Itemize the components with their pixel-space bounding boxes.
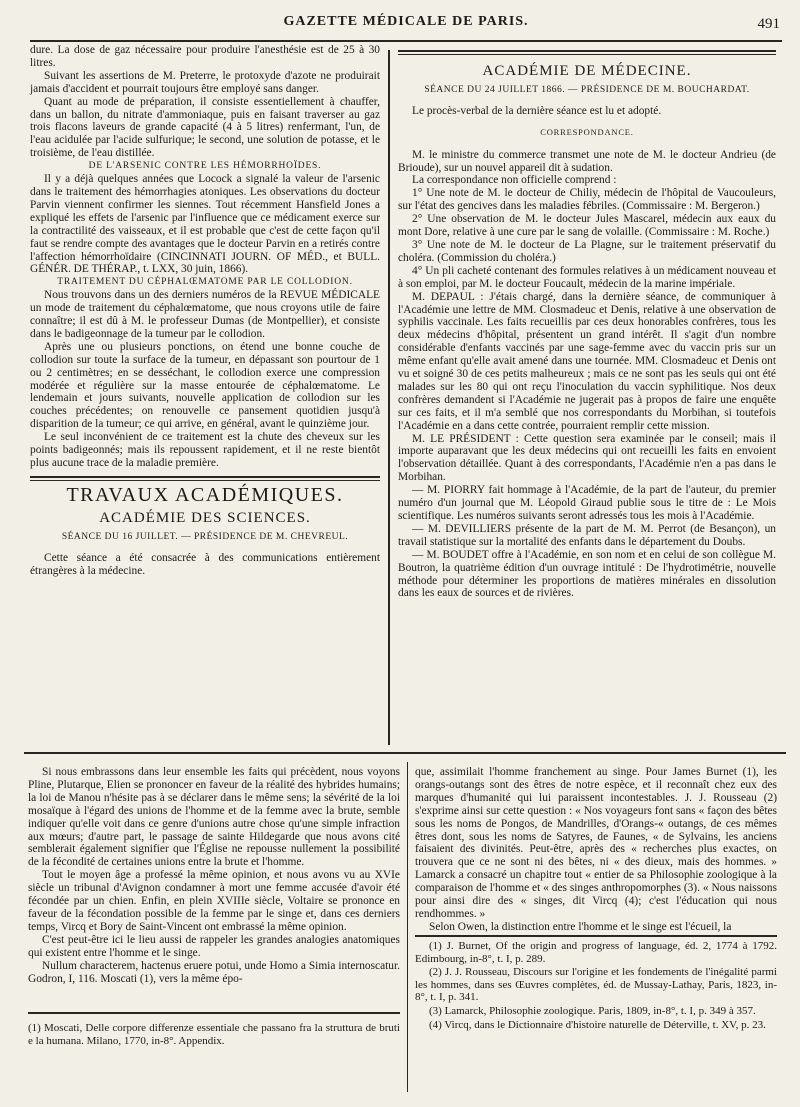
correspondance-heading: CORRESPONDANCE. — [540, 126, 634, 137]
paragraph: La correspondance non officielle comprend : — [412, 174, 617, 187]
paragraph: M. DEPAUL : J'étais chargé, dans la dernière séance, de communiquer à l'Académie une lettre de MM. Closmadeuc et Denis, relative à une observation de syphilis vaccinale. Les faits recueillis par ces deux honorables confrères, tous les deux médecins d'hôpital, présentent un grand intérêt. Il s'agit d'un nombre considérable d'enfants vaccinés par une sage-femme avec du vaccin pris sur un même enfant qu'elle avait amené dans une tournée. MM. Closmadeuc et Denis ont vu et soigné 30 de ces petits malheureux ; mais ce ne sont pas les seuls qui ont été malades sur les 80 qui ont reçu l'inoculation du vaccin syphilitique. Nos deux confrères demandent si l'Académie ne jugerait pas à propos de faire une enquête sur ces faits, et il m'a semblé que nos correspondants du Morbihan, si toutefois l'Académie en a dans cette contrée, pourraient remplir cette mission. — [398, 290, 776, 432]
footnote: (2) J. J. Rousseau, Discours sur l'origine et les fondements de l'inégalité parmi les hommes, dans ses Œuvres complètes, éd. de Mussay-Lathay, Paris, 1823, in-8°, t. I, p. 341. — [415, 966, 777, 1004]
academie-sciences-heading: ACADÉMIE DES SCIENCES. — [99, 509, 311, 526]
journal-title: GAZETTE MÉDICALE DE PARIS. — [283, 14, 529, 29]
bottom-column-divider — [407, 762, 408, 1092]
footnote: (3) Lamarck, Philosophie zoologique. Paris, 1809, in-8°, t. I, p. 349 à 357. — [429, 1004, 756, 1017]
paragraph: Quant au mode de préparation, il consiste essentiellement à chauffer, dans un ballon, du nitrate d'ammoniaque, puis en faisant traverser au gaz trois flacons laveurs de grande capacité (4 à 5 litres) renfermant, l'un, de l'eau acidulée par l'acide sulfurique; le second, une solution de potasse, et le troisième, de l'eau distillée. — [30, 95, 380, 160]
section-rule — [30, 476, 380, 481]
paragraph: Après une ou plusieurs ponctions, on étend une bonne couche de collodion sur toute la surface de la tumeur, en dépassant son pourtour de 1 ou 2 centimètres; en se desséchant, le collodion exerce une compression modérée et régulière sur la masse entourée de céphalœmatome. Le lendemain et jours suivants, nouvelle application de collodion sur les couches précédentes; on renouvelle ce pansement quotidien jusqu'à disparition de la tumeur; ce qui arrive, en général, avant le quinzième jour. — [30, 340, 380, 431]
paragraph: Nous trouvons dans un des derniers numéros de la REVUE MÉDICALE un mode de traitement du céphalœmatome, que nous croyons utile de faire connaître; il est dû à M. le professeur Dumas (de Montpellier), et consiste dans le badigeonnage de la tumeur par le collodion. — [30, 289, 380, 340]
running-header — [30, 14, 782, 36]
header-rule — [30, 40, 782, 42]
paragraph: 3° Une note de M. le docteur de La Plagne, sur le traitement préservatif du choléra. (Commission du choléra.) — [398, 238, 776, 264]
paragraph: — M. BOUDET offre à l'Académie, en son nom et en celui de son collègue M. Boutron, la quatrième édition d'un ouvrage intitulé : De l'hydrotimétrie, nouvelle méthode pour déterminer les proportions de matières minérales en dissolution dans les eaux de sources et de rivières. — [398, 548, 776, 600]
paragraph: dure. La dose de gaz nécessaire pour produire l'anesthésie est de 25 à 30 litres. — [30, 44, 380, 69]
arsenic-heading: DE L'ARSENIC CONTRE LES HÉMORRHOÏDES. — [88, 161, 322, 172]
footnote: (1) Moscati, Delle corpore differenze essentiale che passano fra la struttura de bruti e la humana. Milano, 1770, in-8°. Appendix. — [28, 1022, 400, 1047]
bottom-right-column — [415, 766, 777, 934]
footnote: (4) Vircq, dans le Dictionnaire d'histoire naturelle de Déterville, t. XV, p. 23. — [429, 1018, 766, 1031]
paragraph: Le procès-verbal de la dernière séance est lu et adopté. — [412, 104, 662, 117]
section-rule — [398, 50, 776, 55]
section-divider — [24, 752, 786, 754]
page-number: 491 — [757, 16, 780, 32]
right-column — [398, 44, 776, 600]
paragraph: Cette séance a été consacrée à des communications entièrement étrangères à la médecine. — [30, 551, 380, 577]
paragraph: M. LE PRÉSIDENT : Cette question sera examinée par le conseil; mais il importe auparavant que les deux médecins qui ont recueilli les faits en envoient l'observation détaillée. Quant à des correspondants, l'Académie n'en a pas dans le Morbihan. — [398, 432, 776, 484]
paragraph: — M. PIORRY fait hommage à l'Académie, de la part de l'auteur, du premier numéro d'un journal que M. Léopold Giraud publie sous le titre de : Le Mois scientifique. Les numéros suivants seront adressés tous les mois à l'Académie. — [398, 484, 776, 522]
bottom-left-column — [28, 766, 400, 985]
paragraph: Si nous embrassons dans leur ensemble les faits qui précèdent, nous voyons Pline, Plutarque, Elien se prononcer en faveur de la réalité des hybrides humains; la loi de Manou n'hésite pas à se déclarer dans le même sens; la sévérité de la loi mosaïque à l'égard des unions de l'homme et de la femme avec la brute, semble indiquer qu'elle voit dans ce genre d'unions autre chose qu'une simple infraction aux mœurs; d'autre part, le passage de sainte Hildegarde que nous avons cité semblerait également signifier que l'Église ne repousse nullement la possibilité de la fécondité de certaines unions entre la brute et l'homme. — [28, 766, 400, 869]
footnote: (1) J. Burnet, Of the origin and progress of language, éd. 2, 1774 à 1792. Edimbourg, in-8°, t. I, p. 289. — [415, 940, 777, 965]
paragraph: 4° Un pli cacheté contenant des formules relatives à un médicament nouveau et à son emploi, par M. le docteur Foucault, médecin de la marine impériale. — [398, 264, 776, 290]
footnote-rule — [415, 935, 777, 937]
collodion-heading: TRAITEMENT DU CÉPHALŒMATOME PAR LE COLLODION. — [57, 277, 353, 288]
seance-sciences: SÉANCE DU 16 JUILLET. — PRÉSIDENCE DE M. CHEVREUL. — [61, 531, 349, 542]
footnotes — [415, 940, 777, 1032]
footnote-rule — [28, 1012, 400, 1014]
paragraph: Il y a déjà quelques années que Locock a signalé la valeur de l'arsenic dans le traitement des hémorrhagies atoniques. Les observations du docteur Parvin viennent confirmer les siennes. Tout récemment Hansfield Jones a expliqué les effets de l'arsenic par l'influence que ce médicament exerce sur la contractilité des vaisseaux, et il est probable que c'est de cette façon qu'il faut se rendre compte des avantages que le docteur Parvin en a retirés contre l'affection hémorrhoïdaire (CINCINNATI JOURN. OF MÉD., et BULL. GÉNÉR. DE THÉRAP., t. LXX, 30 juin, 1866). — [30, 173, 380, 276]
paragraph: Tout le moyen âge a professé la même opinion, et nous avons vu au XVIe siècle un tribunal d'Avignon condamner à mort une femme accusée d'avoir été fécondée par un chien. Enfin, en plein XVIIIe siècle, Voltaire se prononce en faveur de la fécondation possible de la femme par le singe et, dans ces derniers temps, Vircq et Bory de Saint-Vincent ont embrassé la même opinion. — [28, 869, 400, 933]
paragraph: Nullum characterem, hactenus eruere potui, unde Homo a Simia internoscatur. Godron, I, 116. Moscati (1), vers la même épo- — [28, 959, 400, 985]
column-divider — [388, 50, 390, 745]
left-column — [30, 44, 380, 577]
paragraph: 1° Une note de M. le docteur de Chiliy, médecin de l'hôpital de Vaucouleurs, sur l'état des gencives dans les maladies fébriles. (Commissaire : M. Bergeron.) — [398, 187, 776, 213]
academie-medecine-heading: ACADÉMIE DE MÉDECINE. — [482, 63, 692, 79]
paragraph: — M. DEVILLIERS présente de la part de M. M. Perrot (de Besançon), un travail statistique sur la mortalité des enfants dans le département du Doubs. — [398, 522, 776, 548]
paragraph: M. le ministre du commerce transmet une note de M. le docteur Andrieu (de Brioude), sur un nouvel appareil dit à sudation. — [398, 148, 776, 174]
paragraph: C'est peut-être ici le lieu aussi de rappeler les grandes analogies anatomiques qui existent entre l'homme et le singe. — [28, 933, 400, 959]
paragraph: Selon Owen, la distinction entre l'homme et le singe est l'écueil, la — [429, 920, 732, 933]
paragraph: que, assimilait l'homme franchement au singe. Pour James Burnet (1), les orangs-outangs sont des êtres de notre espèce, et il reconnaît chez eux des marques d'humanité qui lui paraissent incontestables. J. J. Rousseau (2) s'exprime ainsi sur cette question : « Nos voyageurs font sans « façon des bêtes sous les noms de Pongos, de Mandrilles, d'Orangs-« outangs, de ces mêmes êtres dont, sous les noms de Satyres, de Faunes, « de Sylvains, les anciens faisaient des divinités. Peut-être, après des « recherches plus exactes, on trouvera que ce ne sont ni des bêtes, ni « des dieux, mais des hommes. » Lamarck a consacré un chapitre tout « entier de sa Philosophie zoologique à la comparaison de l'homme et « des singes anthropomorphes (3). « Nous naissons pour ainsi dire des « singes, dit Vircq (4); c'est l'éducation qui nous rendhommes. » — [415, 766, 777, 920]
seance-medecine: SÉANCE DU 24 JUILLET 1866. — PRÉSIDENCE DE M. BOUCHARDAT. — [424, 84, 750, 95]
paragraph: 2° Une observation de M. le docteur Jules Mascarel, médecin aux eaux du mont Dore, relative à une cure par le sang de volaille. (Commissaire : M. Roche.) — [398, 213, 776, 239]
paragraph: Le seul inconvénient de ce traitement est la chute des cheveux sur les points badigeonnés; mais ils repoussent rapidement, et il ne reste bientôt plus aucune trace de la maladie première. — [30, 431, 380, 469]
paragraph: Suivant les assertions de M. Preterre, le protoxyde d'azote ne produirait jamais d'accident et pourrait toujours être employé sans danger. — [30, 69, 380, 95]
travaux-title: TRAVAUX ACADÉMIQUES. — [66, 483, 344, 506]
